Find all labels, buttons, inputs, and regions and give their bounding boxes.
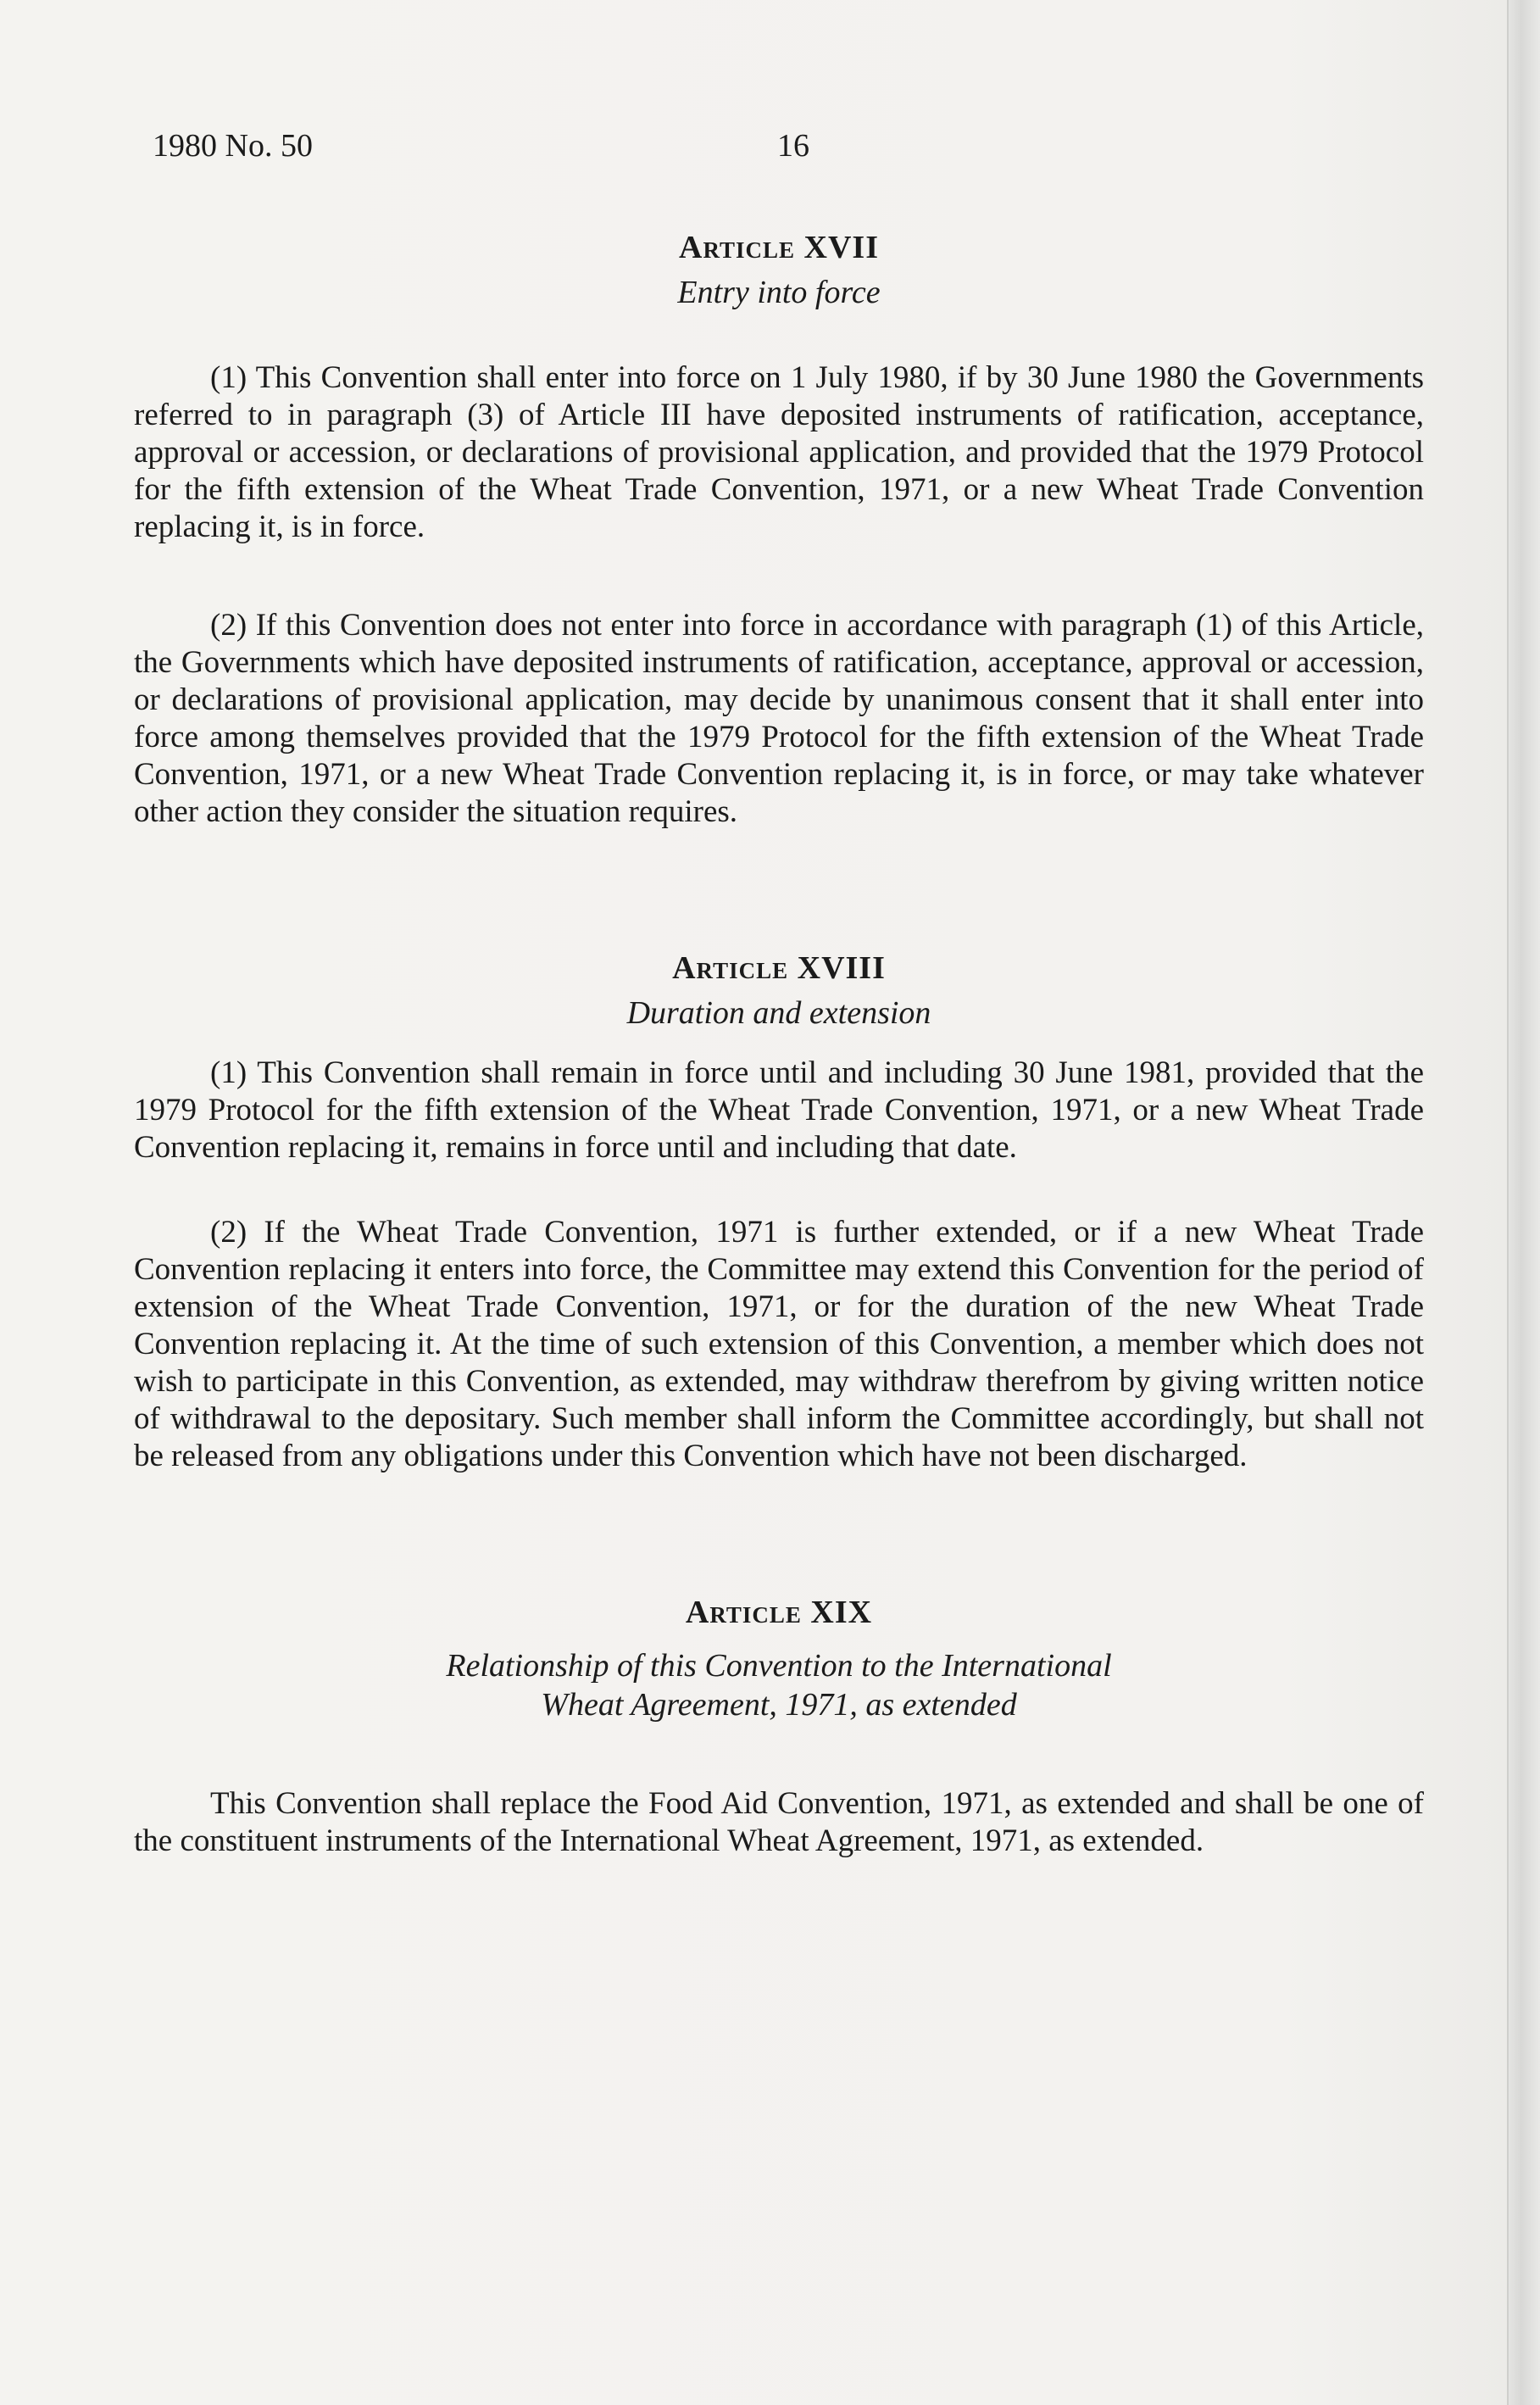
page-header — [153, 127, 848, 178]
article-paragraph: (1) This Convention shall enter into force on 1 July 1980, if by 30 June 1980 the Governments referred to in paragraph (3) of Article III have deposited instruments of ratification, acceptance, approval or accession, or declarations of provisional application, and provided that the 1979 Protocol for the fifth extension of the Wheat Trade Convention, 1971, or a new Wheat Trade Convention replacing it, is in force. — [134, 360, 1424, 544]
document-body — [134, 229, 1424, 1860]
article-18 — [134, 949, 1424, 1475]
article-subtitle: Duration and extension — [626, 995, 931, 1031]
page-binding-edge — [1507, 0, 1540, 2405]
page-number: 16 — [777, 128, 809, 164]
article-subtitle-line-2: Wheat Agreement, 1971, as extended — [541, 1687, 1017, 1723]
article-17 — [134, 229, 1424, 831]
article-title: Article XVIII — [672, 950, 886, 986]
article-paragraph: (2) If the Wheat Trade Convention, 1971 is further extended, or if a new Wheat Trade Convention replacing it enters into force, the Committee may extend this Convention for the period of extension of the Wheat Trade Convention, 1971, or for the duration of the new Wheat Trade Convention replacing it. At the time of such extension of this Convention, a member which does not wish to participate in this Convention, as extended, may withdraw therefrom by giving written notice of withdrawal to the depositary. Such member shall inform the Committee accordingly, but shall not be released from any obligations under this Convention which have not been discharged. — [134, 1215, 1424, 1473]
act-year-number: 1980 No. 50 — [153, 128, 313, 164]
article-paragraph: (1) This Convention shall remain in force until and including 30 June 1981, provided that the 1979 Protocol for the fifth extension of the Wheat Trade Convention, 1971, or a new Wheat Trade Convention replacing it, remains in force until and including that date. — [134, 1055, 1424, 1165]
article-subtitle-line-1: Relationship of this Convention to the International — [446, 1648, 1112, 1684]
article-paragraph: (2) If this Convention does not enter into force in accordance with paragraph (1) of this Article, the Governments which have deposited instruments of ratification, acceptance, approval or accession, or declarations of provisional application, may decide by unanimous consent that it shall enter into force among themselves provided that the 1979 Protocol for the fifth extension of the Wheat Trade Convention, 1971, or a new Wheat Trade Convention replacing it, is in force, or may take whatever other action they consider the situation requires. — [134, 608, 1424, 829]
article-title: Article XVII — [679, 230, 879, 265]
article-19 — [134, 1594, 1424, 1860]
article-title: Article XIX — [685, 1595, 873, 1630]
article-subtitle: Entry into force — [677, 275, 881, 310]
article-paragraph: This Convention shall replace the Food Aid Convention, 1971, as extended and shall be one of the constituent instruments of the International Wheat Agreement, 1971, as extended. — [134, 1786, 1424, 1858]
